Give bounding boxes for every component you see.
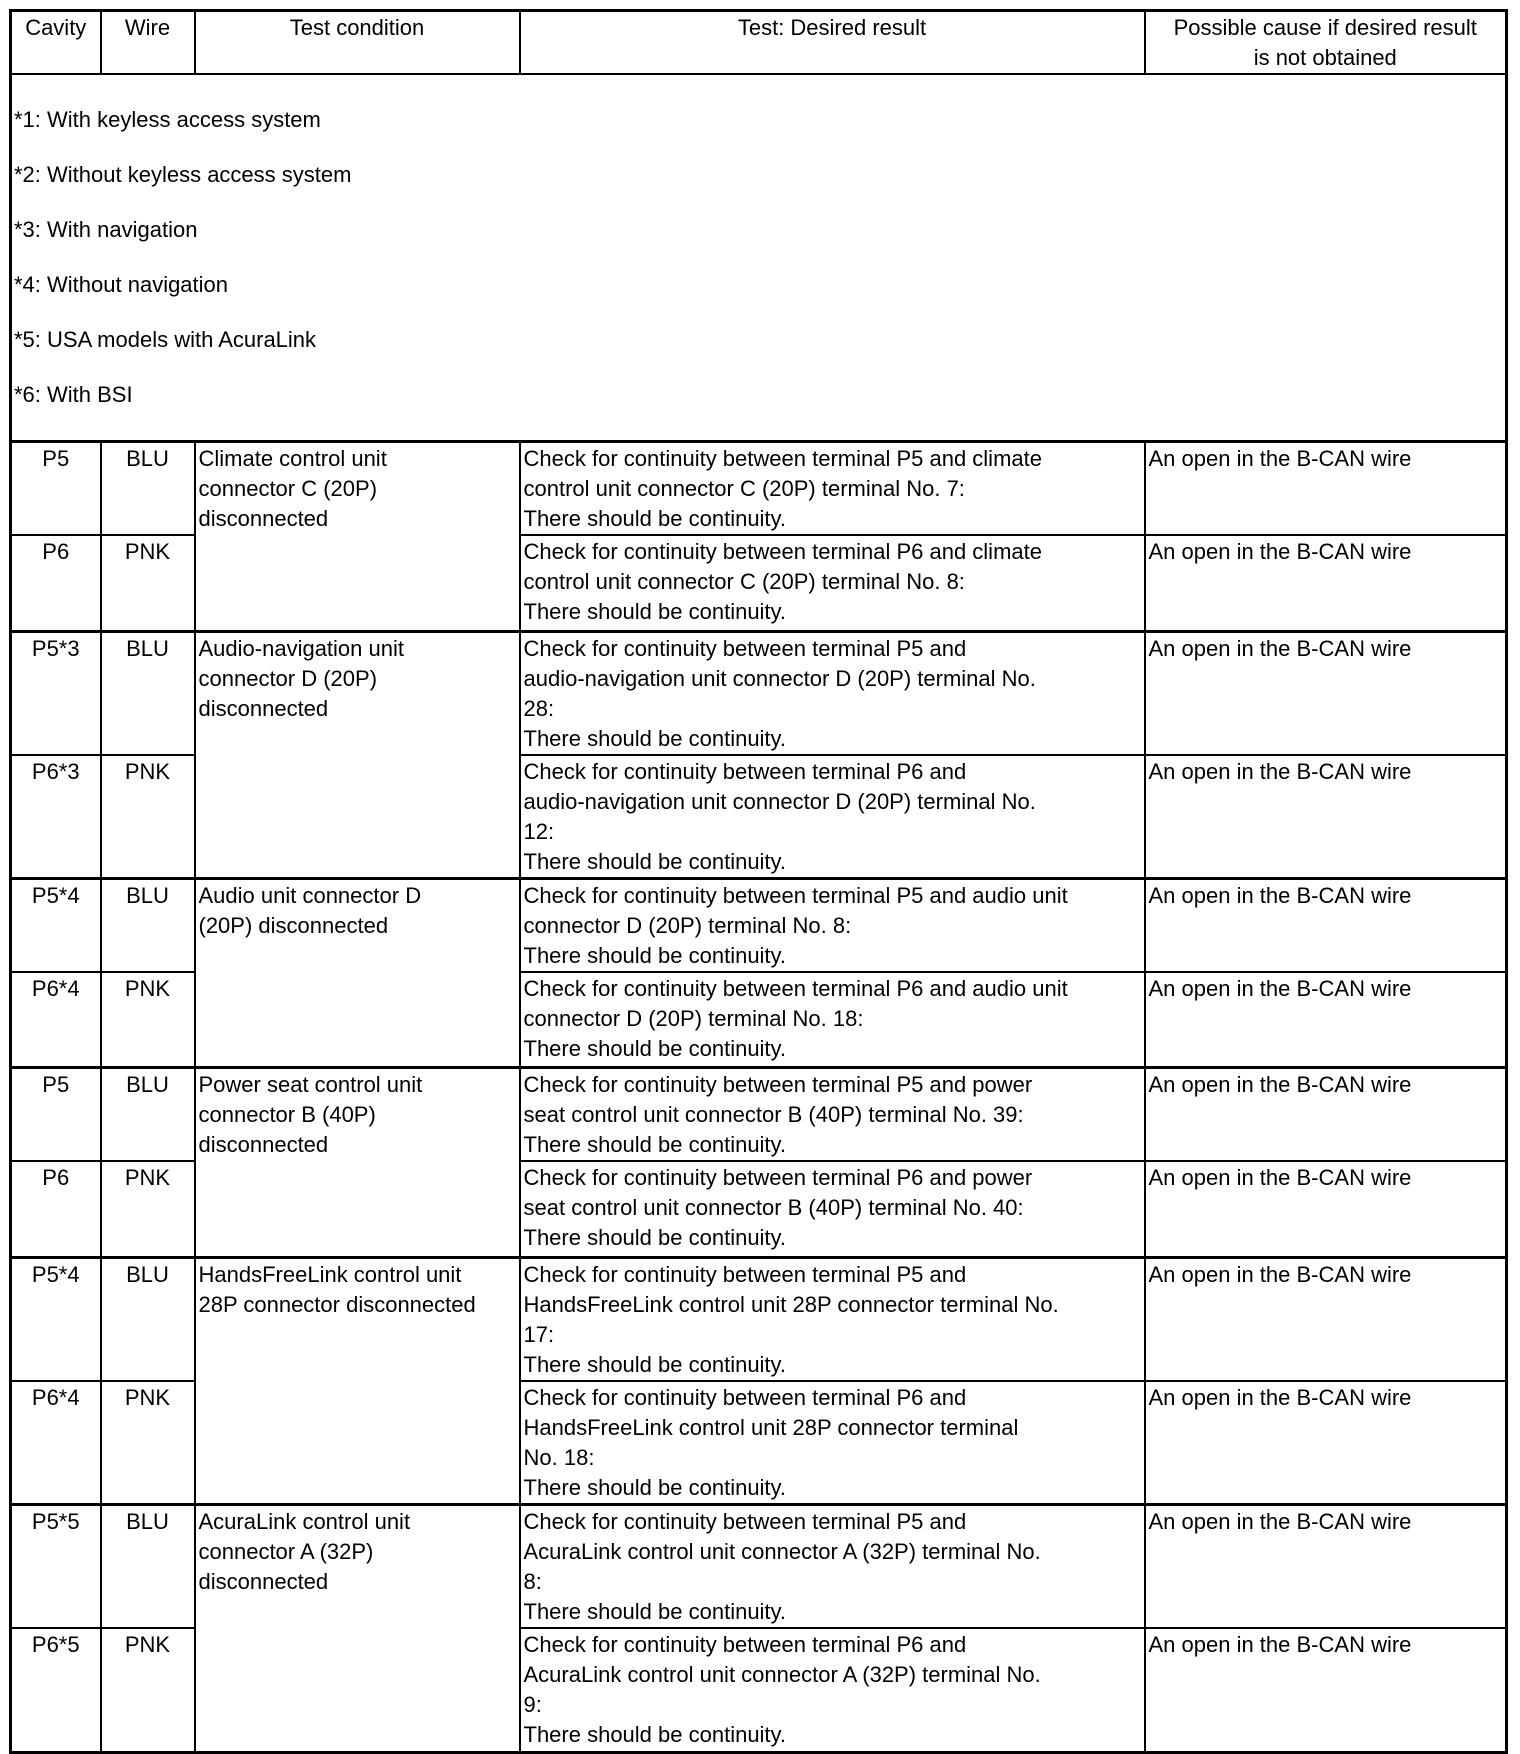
test-condition-cell: Power seat control unit connector B (40P) disconnected: [195, 1068, 520, 1258]
cavity-cell: P6: [11, 1161, 101, 1257]
header-desired-result: Test: Desired result: [520, 11, 1145, 75]
table-row: [11, 1504, 1507, 1628]
cavity-cell: P5: [11, 442, 101, 536]
cavity-cell: P6*4: [11, 1381, 101, 1505]
header-cavity: Cavity: [11, 11, 101, 75]
footnotes: [11, 74, 1507, 442]
desired-result-cell: Check for continuity between terminal P6 and power seat control unit connector B (40P) terminal No. 40: There should be continuity.: [520, 1161, 1145, 1257]
wire-cell: BLU: [101, 1257, 195, 1381]
table-row: [11, 1257, 1507, 1381]
possible-cause-cell: An open in the B-CAN wire: [1145, 535, 1507, 631]
wire-cell: BLU: [101, 631, 195, 755]
table-row: [11, 631, 1507, 755]
test-condition-cell: Audio unit connector D (20P) disconnected: [195, 878, 520, 1068]
desired-result-cell: Check for continuity between terminal P5 and audio-navigation unit connector D (20P) terminal No. 28: There should be continuity.: [520, 631, 1145, 755]
table-header-row: [11, 11, 1507, 75]
possible-cause-cell: An open in the B-CAN wire: [1145, 755, 1507, 879]
test-condition-cell: HandsFreeLink control unit 28P connector disconnected: [195, 1257, 520, 1504]
test-condition-cell: AcuraLink control unit connector A (32P) disconnected: [195, 1504, 520, 1753]
cavity-cell: P6*3: [11, 755, 101, 879]
footnote: *3: With navigation: [14, 217, 198, 242]
desired-result-cell: Check for continuity between terminal P6 and audio-navigation unit connector D (20P) terminal No. 12: There should be continuity.: [520, 755, 1145, 879]
wire-cell: PNK: [101, 1381, 195, 1505]
table-row: [11, 1068, 1507, 1162]
cavity-cell: P6*4: [11, 972, 101, 1068]
desired-result-cell: Check for continuity between terminal P5 and audio unit connector D (20P) terminal No. 8: There should be continuity.: [520, 878, 1145, 972]
test-condition-cell: Climate control unit connector C (20P) disconnected: [195, 442, 520, 632]
desired-result-cell: Check for continuity between terminal P5 and climate control unit connector C (20P) terminal No. 7: There should be continuity.: [520, 442, 1145, 536]
header-test-condition: Test condition: [195, 11, 520, 75]
cavity-cell: P6*5: [11, 1628, 101, 1753]
footnote: *4: Without navigation: [14, 272, 229, 297]
notes-row: [11, 74, 1507, 442]
header-possible-cause: Possible cause if desired result is not obtained: [1145, 11, 1507, 75]
cavity-cell: P5*4: [11, 1257, 101, 1381]
possible-cause-cell: An open in the B-CAN wire: [1145, 972, 1507, 1068]
possible-cause-cell: An open in the B-CAN wire: [1145, 878, 1507, 972]
cavity-cell: P5*3: [11, 631, 101, 755]
cavity-cell: P5*5: [11, 1504, 101, 1628]
desired-result-cell: Check for continuity between terminal P5 and power seat control unit connector B (40P) terminal No. 39: There should be continuity.: [520, 1068, 1145, 1162]
footnote: *5: USA models with AcuraLink: [14, 327, 317, 352]
desired-result-cell: Check for continuity between terminal P5 and AcuraLink control unit connector A (32P) terminal No. 8: There should be continuity.: [520, 1504, 1145, 1628]
possible-cause-cell: An open in the B-CAN wire: [1145, 1628, 1507, 1753]
desired-result-cell: Check for continuity between terminal P6 and climate control unit connector C (20P) terminal No. 8: There should be continuity.: [520, 535, 1145, 631]
wire-cell: PNK: [101, 535, 195, 631]
wire-cell: BLU: [101, 1068, 195, 1162]
wire-cell: PNK: [101, 1628, 195, 1753]
wire-cell: PNK: [101, 755, 195, 879]
possible-cause-cell: An open in the B-CAN wire: [1145, 1068, 1507, 1162]
possible-cause-cell: An open in the B-CAN wire: [1145, 442, 1507, 536]
wire-cell: BLU: [101, 878, 195, 972]
table-row: [11, 442, 1507, 536]
cavity-cell: P6: [11, 535, 101, 631]
possible-cause-cell: An open in the B-CAN wire: [1145, 631, 1507, 755]
possible-cause-cell: An open in the B-CAN wire: [1145, 1161, 1507, 1257]
test-condition-cell: Audio-navigation unit connector D (20P) disconnected: [195, 631, 520, 878]
wire-cell: PNK: [101, 1161, 195, 1257]
footnote: *1: With keyless access system: [14, 107, 321, 132]
possible-cause-cell: An open in the B-CAN wire: [1145, 1504, 1507, 1628]
table-row: [11, 878, 1507, 972]
wire-cell: BLU: [101, 1504, 195, 1628]
desired-result-cell: Check for continuity between terminal P6 and HandsFreeLink control unit 28P connector terminal No. 18: There should be continuity.: [520, 1381, 1145, 1505]
header-wire: Wire: [101, 11, 195, 75]
desired-result-cell: Check for continuity between terminal P6 and AcuraLink control unit connector A (32P) terminal No. 9: There should be continuity.: [520, 1628, 1145, 1753]
desired-result-cell: Check for continuity between terminal P6 and audio unit connector D (20P) terminal No. 18: There should be continuity.: [520, 972, 1145, 1068]
possible-cause-cell: An open in the B-CAN wire: [1145, 1257, 1507, 1381]
footnote: *6: With BSI: [14, 382, 133, 407]
possible-cause-cell: An open in the B-CAN wire: [1145, 1381, 1507, 1505]
cavity-cell: P5*4: [11, 878, 101, 972]
wire-cell: PNK: [101, 972, 195, 1068]
continuity-test-table: [9, 9, 1508, 1754]
cavity-cell: P5: [11, 1068, 101, 1162]
footnote: *2: Without keyless access system: [14, 162, 352, 187]
wire-cell: BLU: [101, 442, 195, 536]
desired-result-cell: Check for continuity between terminal P5 and HandsFreeLink control unit 28P connector terminal No. 17: There should be continuity.: [520, 1257, 1145, 1381]
